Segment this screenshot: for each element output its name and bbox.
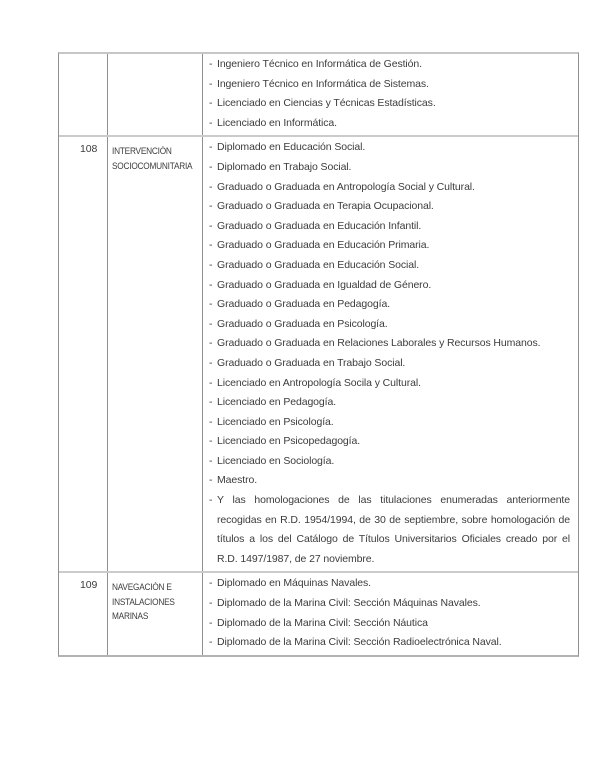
qualification-text: Diplomado en Educación Social. — [217, 141, 366, 154]
specialty-name-cell — [108, 573, 203, 654]
qualification-item — [209, 471, 570, 491]
qualification-item — [209, 574, 570, 594]
specialty-code-cell: 109 — [59, 573, 108, 654]
specialty-name-text: INTERVENCIÓN SOCIOCOMUNITARIA — [112, 146, 193, 171]
qualification-item — [209, 432, 570, 452]
qualification-item — [209, 114, 570, 134]
qualification-item — [209, 354, 570, 374]
qualification-text: Diplomado de la Marina Civil: Sección Máquinas Navales. — [217, 597, 481, 610]
qualification-text: Graduado o Graduada en Educación Infantil. — [217, 219, 422, 232]
qualification-text: Graduado o Graduada en Educación Primaria. — [217, 239, 430, 252]
qualification-text: Licenciado en Sociología. — [217, 454, 335, 467]
qualifications-table — [58, 52, 579, 657]
qualification-item — [209, 217, 570, 237]
qualification-text: Graduado o Graduada en Trabajo Social. — [217, 356, 406, 369]
qualification-item — [209, 178, 570, 198]
bullet-dash: - — [209, 219, 213, 232]
qualification-text: Licenciado en Psicología. — [217, 415, 334, 428]
bullet-dash: - — [209, 97, 213, 110]
table-row — [59, 54, 578, 135]
bullet-dash: - — [209, 317, 213, 330]
qualifications-cell — [203, 137, 578, 571]
qualification-item — [209, 334, 570, 354]
qualification-item — [209, 295, 570, 315]
specialty-code-cell — [59, 54, 108, 135]
qualification-item — [209, 594, 570, 614]
bullet-dash: - — [209, 415, 213, 428]
bullet-dash: - — [209, 597, 213, 610]
qualifications-cell — [203, 54, 578, 135]
bullet-dash: - — [209, 474, 213, 487]
qualification-item — [209, 158, 570, 178]
bullet-dash: - — [209, 77, 213, 90]
bullet-dash: - — [209, 636, 213, 649]
bullet-dash: - — [209, 141, 213, 154]
qualification-text: Licenciado en Psicopedagogía. — [217, 435, 361, 448]
qualification-text: Diplomado de la Marina Civil: Sección Radioelectrónica Naval. — [217, 636, 502, 649]
qualification-text: Y las homologaciones de las titulaciones enumeradas anteriormente recogidas en R.D. 1954/1994, de 30 de septiembre, sobre homologación de títulos a los del Catálogo de Títulos Universitarios Oficiales creado por el R.D. 1497/1987, de 27 noviembre. — [217, 494, 570, 565]
qualification-item — [209, 614, 570, 634]
qualification-item — [209, 413, 570, 433]
table-row — [59, 135, 578, 571]
bullet-dash: - — [209, 160, 213, 173]
qualification-item — [209, 452, 570, 472]
qualification-item — [209, 256, 570, 276]
specialty-name-text: NAVEGACIÓN E INSTALACIONES MARINAS — [112, 582, 175, 622]
qualification-item — [209, 55, 570, 75]
bullet-dash: - — [209, 116, 213, 129]
qualification-text: Diplomado en Trabajo Social. — [217, 160, 352, 173]
bullet-dash: - — [209, 356, 213, 369]
bullet-dash: - — [209, 494, 213, 507]
qualification-text: Ingeniero Técnico en Informática de Sistemas. — [217, 77, 429, 90]
bullet-dash: - — [209, 396, 213, 409]
bullet-dash: - — [209, 337, 213, 350]
qualification-text: Licenciado en Antropología Socila y Cultural. — [217, 376, 421, 389]
bullet-dash: - — [209, 298, 213, 311]
specialty-name-cell — [108, 137, 203, 571]
bullet-dash: - — [209, 200, 213, 213]
bullet-dash: - — [209, 278, 213, 291]
bullet-dash: - — [209, 616, 213, 629]
qualification-text: Graduado o Graduada en Pedagogía. — [217, 298, 391, 311]
qualification-item — [209, 374, 570, 394]
qualification-item — [209, 197, 570, 217]
qualification-text: Maestro. — [217, 474, 258, 487]
qualification-text: Graduado o Graduada en Psicología. — [217, 317, 388, 330]
bullet-dash: - — [209, 435, 213, 448]
qualification-item — [209, 633, 570, 653]
bullet-dash: - — [209, 454, 213, 467]
specialty-name-cell — [108, 54, 203, 135]
qualification-text: Graduado o Graduada en Terapia Ocupacional. — [217, 200, 434, 213]
qualification-item — [209, 315, 570, 335]
qualification-text: Licenciado en Pedagogía. — [217, 396, 337, 409]
bullet-dash: - — [209, 239, 213, 252]
qualification-text: Diplomado en Máquinas Navales. — [217, 577, 372, 590]
qualification-item — [209, 138, 570, 158]
qualification-text: Diplomado de la Marina Civil: Sección Náutica — [217, 616, 428, 629]
qualification-text: Licenciado en Ciencias y Técnicas Estadísticas. — [217, 97, 436, 110]
qualification-item — [209, 393, 570, 413]
qualification-item — [209, 75, 570, 95]
qualification-text: Graduado o Graduada en Educación Social. — [217, 258, 420, 271]
bullet-dash: - — [209, 180, 213, 193]
qualification-item — [209, 491, 570, 569]
bullet-dash: - — [209, 376, 213, 389]
qualification-item — [209, 94, 570, 114]
qualification-text: Graduado o Graduada en Relaciones Laborales y Recursos Humanos. — [217, 337, 541, 350]
qualification-text: Graduado o Graduada en Antropología Social y Cultural. — [217, 180, 475, 193]
qualification-item — [209, 276, 570, 296]
table-row — [59, 571, 578, 654]
qualification-item — [209, 236, 570, 256]
qualifications-cell — [203, 573, 578, 654]
qualification-text: Graduado o Graduada en Igualdad de Género. — [217, 278, 432, 291]
bullet-dash: - — [209, 258, 213, 271]
bullet-dash: - — [209, 577, 213, 590]
qualification-text: Ingeniero Técnico en Informática de Gestión. — [217, 58, 422, 70]
bullet-dash: - — [209, 58, 213, 70]
qualification-text: Licenciado en Informática. — [217, 116, 337, 129]
specialty-code-cell: 108 — [59, 137, 108, 571]
